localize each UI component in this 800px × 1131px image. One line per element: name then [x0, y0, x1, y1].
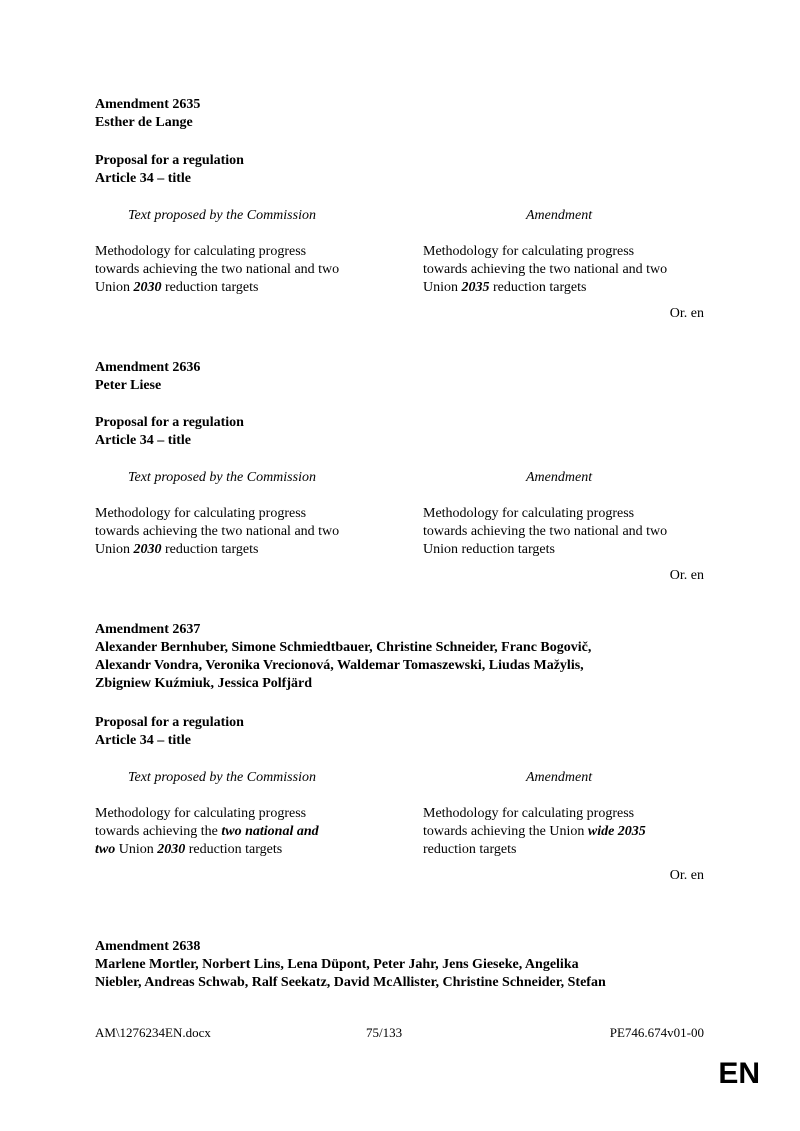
text-line: Methodology for calculating progress [95, 244, 307, 259]
amendment-2636-header [95, 359, 200, 395]
text-line: Union 2030 reduction targets [95, 542, 259, 557]
amendment-2635-reference [95, 152, 244, 188]
commission-column-heading: Text proposed by the Commission [128, 770, 316, 785]
commission-column-heading: Text proposed by the Commission [128, 208, 316, 223]
amendment-text [423, 505, 667, 559]
text-line: towards achieving the Union wide 2035 [423, 824, 646, 839]
language-badge: EN [718, 1057, 760, 1090]
article-label: Article 34 – title [95, 433, 192, 448]
amendment-number: Amendment 2635 [95, 97, 201, 112]
text-line: Methodology for calculating progress [423, 244, 635, 259]
text-line: towards achieving the two national and two [423, 262, 668, 277]
original-language: Or. en [669, 568, 704, 583]
text-line: Union reduction targets [423, 542, 555, 557]
text-line: towards achieving the two national and two [95, 524, 340, 539]
commission-text [95, 243, 339, 297]
amendment-number: Amendment 2638 [95, 939, 201, 954]
text-line: reduction targets [423, 842, 517, 857]
text-line: Union 2030 reduction targets [95, 280, 259, 295]
text-line: towards achieving the two national and two [95, 262, 340, 277]
amendment-2635-header [95, 96, 200, 132]
amendment-author: Marlene Mortler, Norbert Lins, Lena Düpont, Peter Jahr, Jens Gieseke, Angelika [95, 957, 579, 972]
footer-pe-reference: PE746.674v01-00 [609, 1025, 704, 1040]
amendment-2637-header [95, 621, 591, 693]
article-label: Article 34 – title [95, 171, 192, 186]
text-line: Methodology for calculating progress [95, 506, 307, 521]
proposal-label: Proposal for a regulation [95, 715, 244, 730]
proposal-label: Proposal for a regulation [95, 415, 244, 430]
amendment-text [423, 805, 646, 859]
amendment-column-heading: Amendment [526, 770, 593, 785]
footer-page-number: 75/133 [366, 1025, 403, 1040]
text-line: Methodology for calculating progress [95, 806, 307, 821]
amendment-2637-reference [95, 714, 244, 750]
amendment-number: Amendment 2637 [95, 622, 201, 637]
amendment-number: Amendment 2636 [95, 360, 201, 375]
text-line: Methodology for calculating progress [423, 806, 635, 821]
amendment-2636-reference [95, 414, 244, 450]
text-line: two Union 2030 reduction targets [95, 842, 283, 857]
text-line: towards achieving the two national and [95, 824, 319, 839]
article-label: Article 34 – title [95, 733, 192, 748]
amendment-author: Alexandr Vondra, Veronika Vrecionová, Waldemar Tomaszewski, Liudas Mažylis, [95, 658, 584, 673]
amendment-column-heading: Amendment [526, 208, 593, 223]
amendment-author: Peter Liese [95, 378, 162, 393]
proposal-label: Proposal for a regulation [95, 153, 244, 168]
amendment-text [423, 243, 667, 297]
commission-text [95, 805, 319, 859]
amendment-author: Alexander Bernhuber, Simone Schmiedtbauer, Christine Schneider, Franc Bogovič, [95, 640, 592, 655]
amendment-column-heading: Amendment [526, 470, 593, 485]
amendment-author: Zbigniew Kuźmiuk, Jessica Polfjärd [95, 676, 313, 691]
original-language: Or. en [669, 306, 704, 321]
commission-text [95, 505, 339, 559]
amendment-author: Niebler, Andreas Schwab, Ralf Seekatz, David McAllister, Christine Schneider, Stefan [95, 975, 606, 990]
footer-document-reference: AM\1276234EN.docx [95, 1025, 211, 1040]
commission-column-heading: Text proposed by the Commission [128, 470, 316, 485]
text-line: Methodology for calculating progress [423, 506, 635, 521]
text-line: towards achieving the two national and two [423, 524, 668, 539]
original-language: Or. en [669, 868, 704, 883]
text-line: Union 2035 reduction targets [423, 280, 587, 295]
amendment-author: Esther de Lange [95, 115, 193, 130]
amendment-2638-header [95, 938, 606, 992]
